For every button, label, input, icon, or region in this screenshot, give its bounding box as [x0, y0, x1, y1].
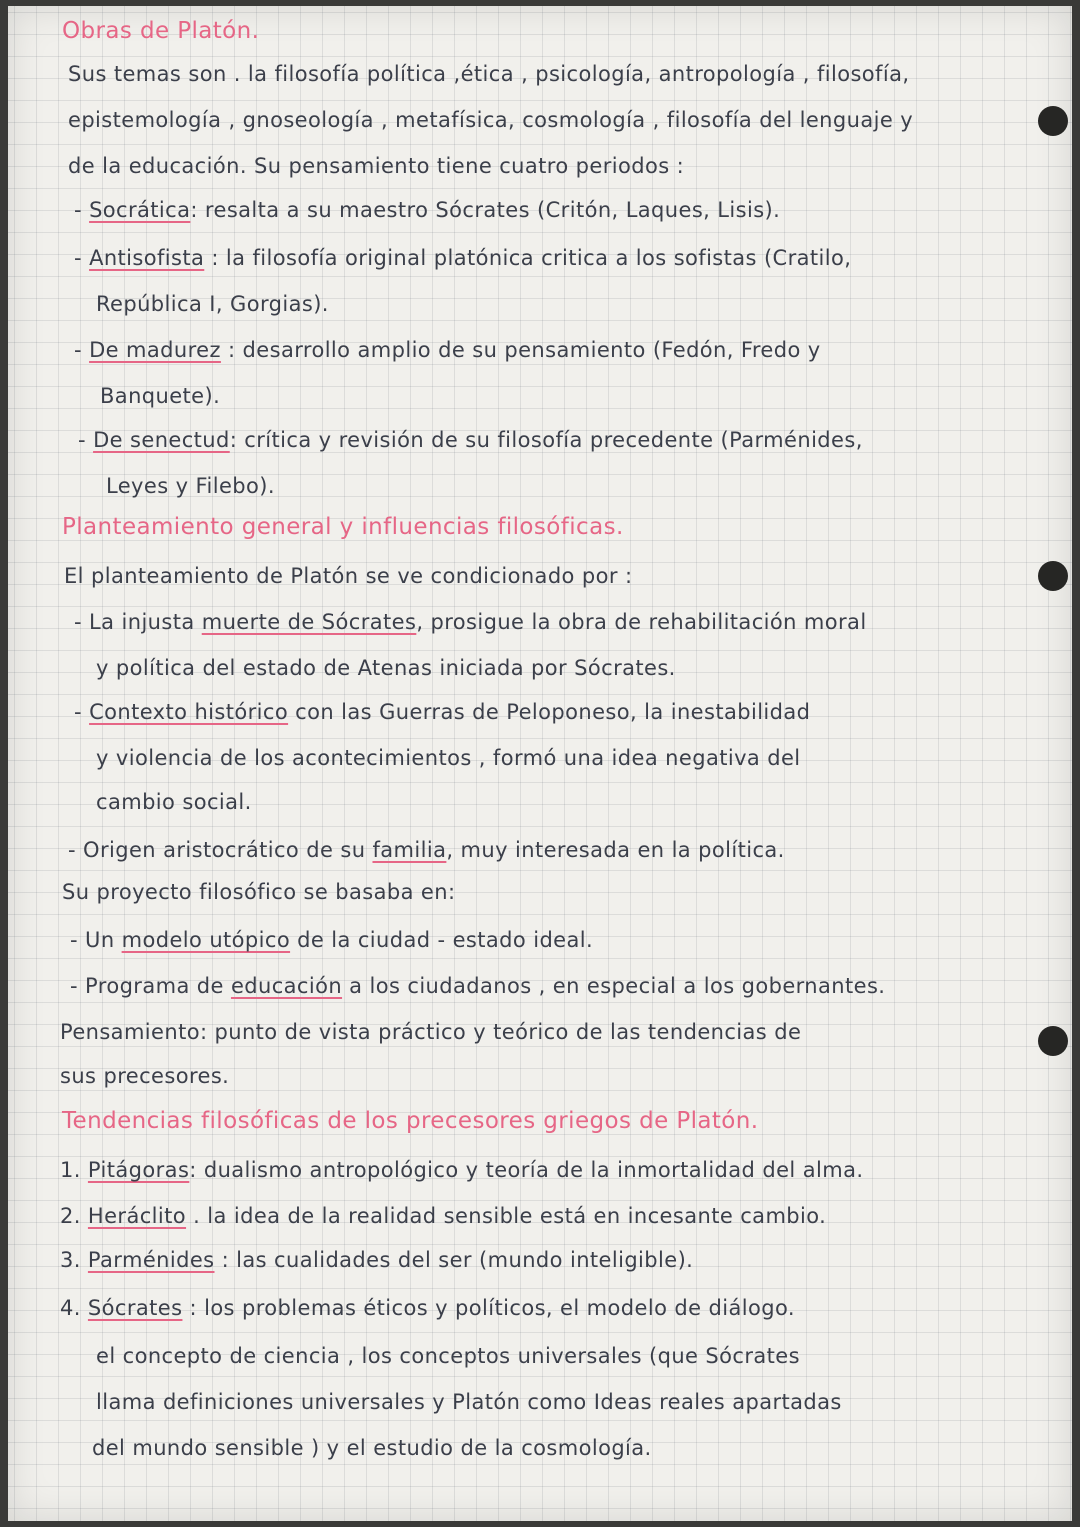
item-text: , prosigue la obra de rehabilitación moral — [416, 610, 867, 634]
item-term: Heráclito — [87, 1204, 187, 1228]
item-text: : las cualidades del ser (mundo inteligible). — [214, 1248, 694, 1272]
item-continuation: República I, Gorgias). — [96, 292, 329, 316]
list-item — [70, 974, 885, 998]
list-item: - De senectud: crítica y revisión de su filosofía precedente (Parménides, — [78, 428, 863, 452]
list-item — [60, 1248, 693, 1272]
item-text: : crítica y revisión de su filosofía precedente (Parménides, — [229, 428, 863, 452]
list-item — [60, 1296, 795, 1320]
item-text: , muy interesada en la política. — [446, 838, 785, 862]
list-item: - Socrática: resalta a su maestro Sócrates (Critón, Laques, Lisis). — [74, 198, 781, 222]
item-continuation: el concepto de ciencia , los conceptos universales (que Sócrates — [96, 1344, 800, 1368]
item-text: : dualismo antropológico y teoría de la inmortalidad del alma. — [189, 1158, 864, 1182]
item-term: educación — [230, 974, 343, 998]
list-item: - De madurez : desarrollo amplio de su pensamiento (Fedón, Fredo y — [74, 338, 821, 362]
item-term: muerte de Sócrates — [201, 610, 417, 634]
binder-hole — [1038, 1026, 1068, 1056]
list-item — [60, 1204, 826, 1228]
item-text: : los problemas éticos y políticos, el modelo de diálogo. — [182, 1296, 795, 1320]
item-term: Antisofista — [89, 246, 205, 270]
item-text: de la ciudad - estado ideal. — [290, 928, 594, 952]
list-item — [74, 610, 867, 634]
text-line: Pensamiento: punto de vista práctico y teórico de las tendencias de — [60, 1020, 802, 1044]
item-continuation: del mundo sensible ) y el estudio de la cosmología. — [92, 1436, 652, 1460]
section-heading: Obras de Platón. — [62, 18, 260, 44]
item-continuation: Banquete). — [100, 384, 221, 408]
list-item — [68, 838, 785, 862]
item-number: 1. — [60, 1158, 81, 1182]
item-continuation: llama definiciones universales y Platón como Ideas reales apartadas — [96, 1390, 842, 1414]
item-text: con las Guerras de Peloponeso, la inestabilidad — [288, 700, 811, 724]
text-line: Sus temas son . la filosofía política ,ética , psicología, antropología , filosofía, — [68, 62, 910, 86]
item-text: : resalta a su maestro Sócrates (Critón, Laques, Lisis). — [190, 198, 781, 222]
item-continuation: y política del estado de Atenas iniciada por Sócrates. — [96, 656, 676, 680]
text-line: de la educación. Su pensamiento tiene cuatro periodos : — [68, 154, 685, 178]
section-heading: Planteamiento general y influencias filosóficas. — [62, 514, 624, 540]
item-continuation: cambio social. — [96, 790, 252, 814]
item-term: Pitágoras — [87, 1158, 190, 1182]
item-text: . la idea de la realidad sensible está en incesante cambio. — [186, 1204, 827, 1228]
binder-hole — [1038, 106, 1068, 136]
text-line: El planteamiento de Platón se ve condicionado por : — [64, 564, 633, 588]
text-line: Su proyecto filosófico se basaba en: — [62, 880, 456, 904]
item-number: 4. — [60, 1296, 81, 1320]
item-text: a los ciudadanos , en especial a los gobernantes. — [342, 974, 886, 998]
section-heading: Tendencias filosóficas de los precesores griegos de Platón. — [62, 1108, 759, 1134]
item-prefix: - Un — [70, 928, 122, 952]
item-term: modelo utópico — [121, 928, 291, 952]
text-line: epistemología , gnoseología , metafísica, cosmología , filosofía del lenguaje y — [68, 108, 914, 132]
item-continuation: Leyes y Filebo). — [106, 474, 275, 498]
list-item — [60, 1158, 863, 1182]
list-item: - Antisofista : la filosofía original platónica critica a los sofistas (Cratilo, — [74, 246, 852, 270]
item-term: Socrática — [89, 198, 191, 222]
item-term: familia — [372, 838, 447, 862]
list-item — [70, 928, 593, 952]
item-text: : desarrollo amplio de su pensamiento (Fedón, Fredo y — [220, 338, 821, 362]
item-continuation: y violencia de los acontecimientos , formó una idea negativa del — [96, 746, 801, 770]
list-item — [74, 700, 810, 724]
item-prefix: - Programa de — [70, 974, 231, 998]
item-term: Sócrates — [87, 1296, 183, 1320]
item-term: De madurez — [89, 338, 221, 362]
binder-hole — [1038, 561, 1068, 591]
item-term: De senectud — [93, 428, 230, 452]
text-line: sus precesores. — [60, 1064, 230, 1088]
item-prefix: - La injusta — [74, 610, 202, 634]
item-number: 2. — [60, 1204, 81, 1228]
item-term: Contexto histórico — [89, 700, 289, 724]
item-number: 3. — [60, 1248, 81, 1272]
item-term: Parménides — [87, 1248, 215, 1272]
item-prefix: - — [74, 700, 90, 724]
item-text: : la filosofía original platónica critica a los sofistas (Cratilo, — [204, 246, 852, 270]
item-prefix: - Origen aristocrático de su — [68, 838, 373, 862]
